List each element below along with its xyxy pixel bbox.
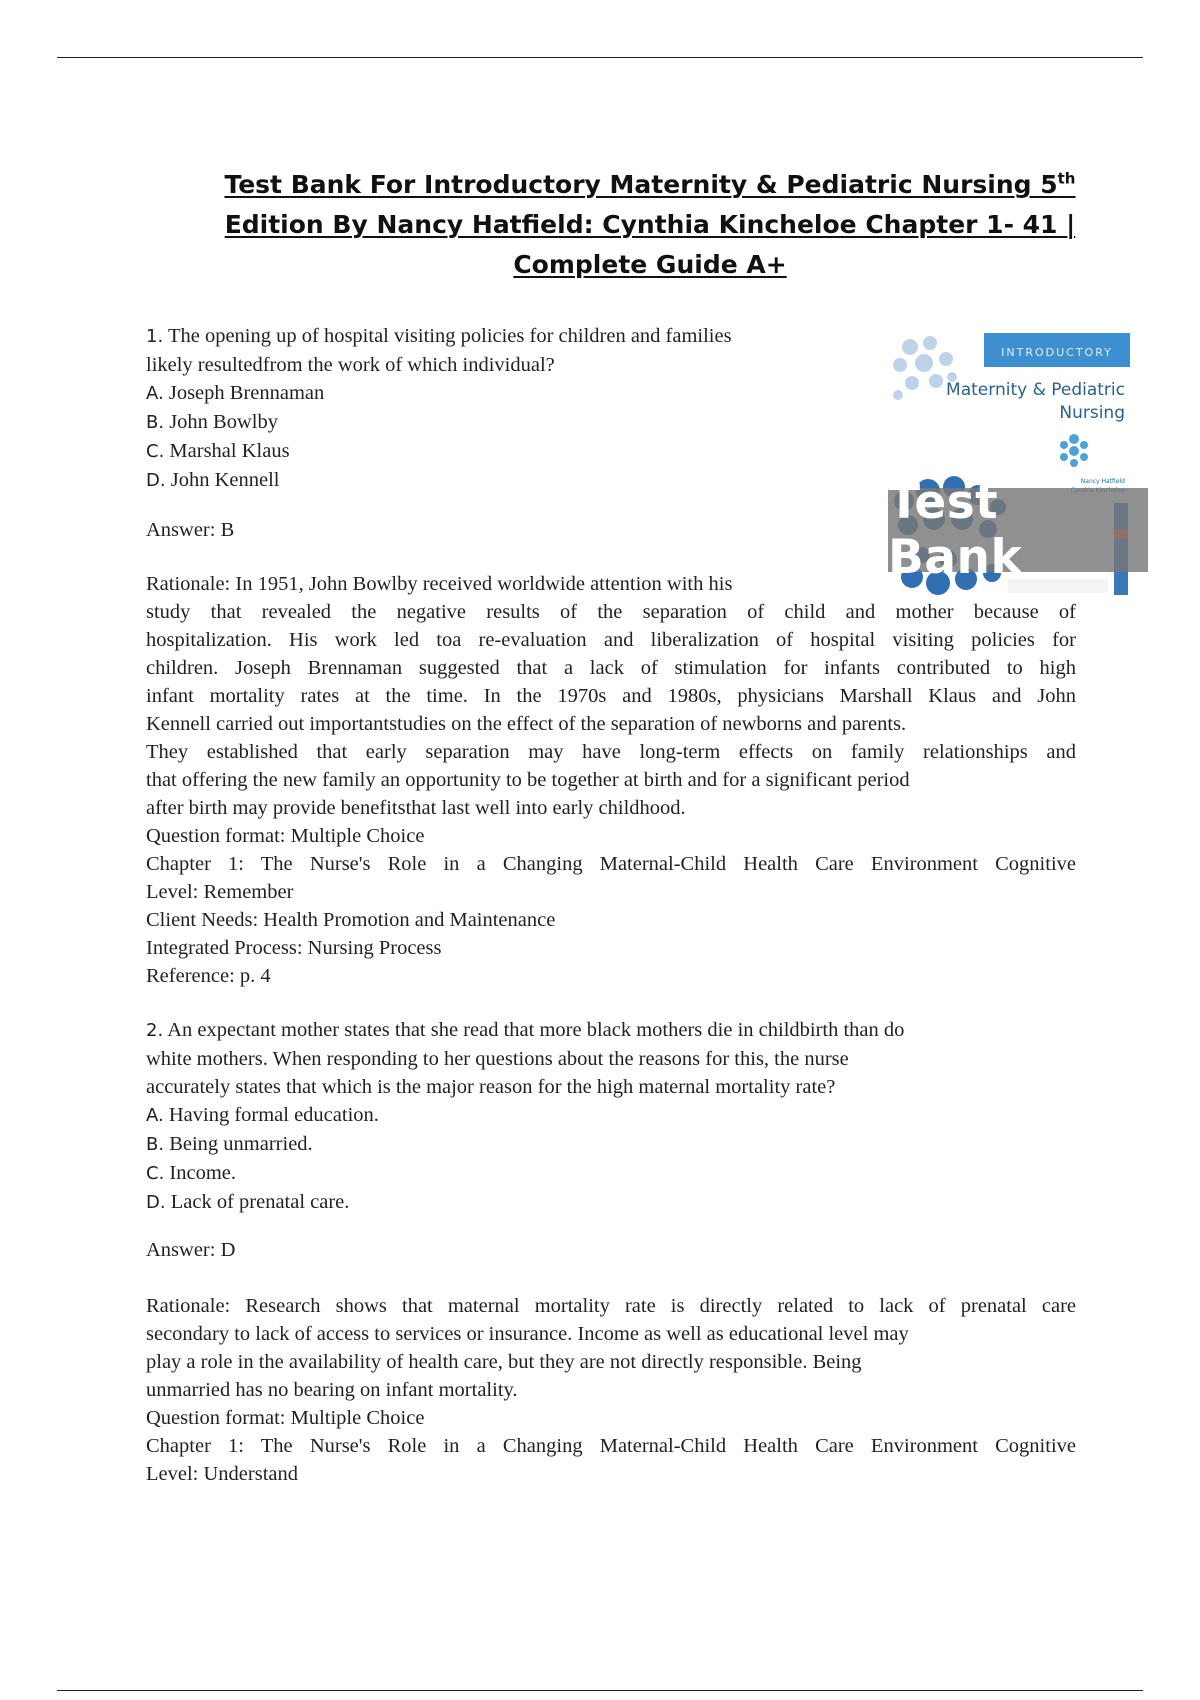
test-bank-label: Test Bank [888,475,1023,585]
answer-2: Answer: D [146,1239,236,1261]
option-b [146,408,866,437]
question-2 [146,1016,1076,1217]
question-format: Question format: Multiple Choice [146,1407,425,1429]
rationale-line: Kennell carried out importantstudies on the effect of the separation of newborns and parents. [146,713,907,735]
option-text: Income. [169,1162,237,1184]
rationale-line: hospitalization. His work led toa re-evaluation and liberalization of hospital visiting policies for [146,629,1076,651]
rationale-line: secondary to lack of access to services or insurance. Income as well as educational level may [146,1323,909,1345]
option-text: Having formal education. [168,1104,379,1126]
integrated-process: Integrated Process: Nursing Process [146,937,442,959]
rationale-line: Rationale: In 1951, John Bowlby received worldwide attention with his [146,573,733,595]
option-d [146,466,866,495]
option-text: Marshal Klaus [169,440,290,462]
option-letter: B. [146,1134,165,1155]
chapter-line: Chapter 1: The Nurse's Role in a Changing Maternal-Child Health Care Environment Cognitive [146,1435,1076,1457]
option-text: Being unmarried. [169,1133,313,1155]
option-text: John Kennell [170,469,280,491]
option-letter: C. [146,1163,165,1184]
question-2-stem [146,1016,1076,1045]
rationale-line: after birth may provide benefitsthat last well into early childhood. [146,797,686,819]
option-a [146,379,866,408]
question-2-line-3: accurately states that which is the major reason for the high maternal mortality rate? [146,1076,836,1098]
client-needs: Client Needs: Health Promotion and Maintenance [146,909,556,931]
option-text: Lack of prenatal care. [170,1191,350,1213]
option-letter: D. [146,470,166,491]
chapter-line: Chapter 1: The Nurse's Role in a Changing Maternal-Child Health Care Environment Cognitive [146,853,1076,875]
title-line-3: Complete Guide A+ [513,250,787,279]
option-b [146,1130,1076,1159]
question-1-stem [146,322,866,351]
cover-tag: INTRODUCTORY [1001,346,1113,359]
bottom-rule [57,1690,1143,1691]
rationale-line: unmarried has no bearing on infant mortality. [146,1379,518,1401]
top-rule [57,57,1143,58]
option-letter: C. [146,441,165,462]
question-1-line-2: likely resultedfrom the work of which individual? [146,354,555,376]
cover-authors-1: Nancy Hatfield [1080,478,1125,485]
option-letter: B. [146,412,165,433]
cover-title-2: Nursing [1059,403,1125,423]
option-c [146,437,866,466]
reference: Reference: p. 4 [146,965,271,987]
option-c [146,1159,1076,1188]
document-title [170,165,1130,285]
option-letter: D. [146,1192,166,1213]
question-1-line-1: The opening up of hospital visiting policies for children and families [167,325,732,347]
rationale-line: study that revealed the negative results of the separation of child and mother because of [146,601,1076,623]
rationale-line: infant mortality rates at the time. In the 1970s and 1980s, physicians Marshall Klaus and John [146,685,1076,707]
rationale-line: Rationale: Research shows that maternal mortality rate is directly related to lack of prenatal care [146,1295,1076,1317]
option-text: Joseph Brennaman [168,382,325,404]
rationale-2 [146,1292,1076,1488]
rationale-1 [146,570,1076,990]
rationale-line: that offering the new family an opportunity to be together at birth and for a significant period [146,769,910,791]
title-line-2: Edition By Nancy Hatfield: Cynthia Kincheloe Chapter 1- 41 | [224,210,1076,239]
option-text: John Bowlby [169,411,278,433]
rationale-line: children. Joseph Brennaman suggested that a lack of stimulation for infants contributed to high [146,657,1076,679]
rationale-line: play a role in the availability of health care, but they are not directly responsible. Being [146,1351,862,1373]
question-2-line-2: white mothers. When responding to her questions about the reasons for this, the nurse [146,1048,849,1070]
cognitive-level: Level: Understand [146,1463,298,1485]
title-line-1: Test Bank For Introductory Maternity & Pediatric Nursing 5 [224,170,1058,199]
option-a [146,1101,1076,1130]
cover-title-1: Maternity & Pediatric [946,380,1125,400]
option-d [146,1188,1076,1217]
option-letter: A. [146,383,164,404]
question-1 [146,322,866,495]
title-superscript: th [1057,169,1076,188]
rationale-line: They established that early separation may have long-term effects on family relationships and [146,741,1076,763]
cognitive-level: Level: Remember [146,881,294,903]
question-number: 2. [146,1020,164,1041]
question-format: Question format: Multiple Choice [146,825,425,847]
question-number: 1. [146,326,164,347]
answer-1: Answer: B [146,519,235,541]
option-letter: A. [146,1105,164,1126]
question-2-line-1: An expectant mother states that she read that more black mothers die in childbirth than do [167,1019,905,1041]
